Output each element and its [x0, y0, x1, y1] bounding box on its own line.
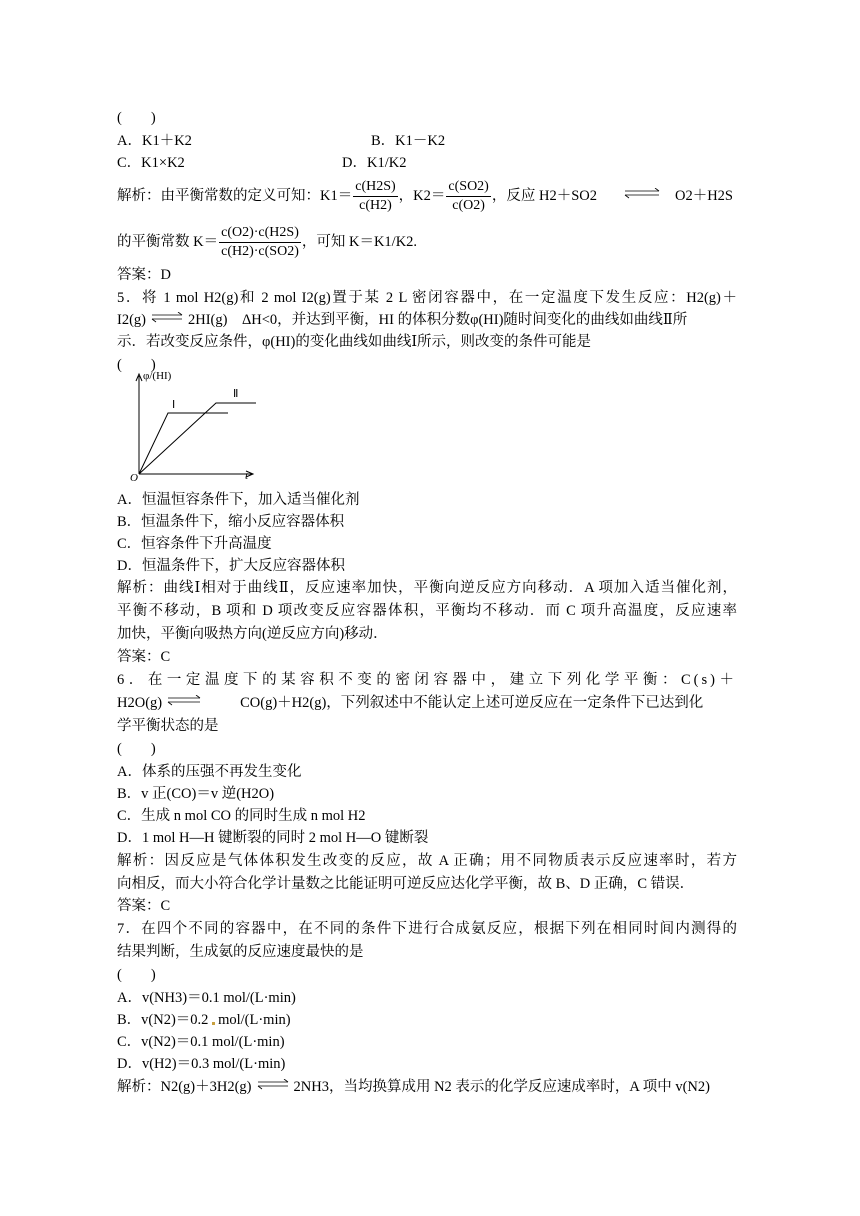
- equilibrium-arrow-icon: [256, 1079, 290, 1093]
- q4-option-c: C．K1×K2: [117, 155, 185, 171]
- curve-1-label: Ⅰ: [172, 399, 176, 411]
- analysis-text: 解析：N2(g)＋3H2(g): [117, 1079, 252, 1095]
- q6-option-c: C．生成 n mol CO 的同时生成 n mol H2: [117, 808, 366, 824]
- equilibrium-arrow-icon: [601, 188, 671, 202]
- k2-fraction: [446, 178, 490, 215]
- q5-analysis-line3: 加快，平衡向吸热方向(逆反应方向)移动．: [117, 626, 388, 642]
- equilibrium-arrow-icon: [166, 695, 236, 709]
- stem-text: H2O(g): [117, 695, 163, 711]
- q7-stem-line1: 7．在四个不同的容器中，在不同的条件下进行合成氨反应，根据下列在相同时间内测得的: [117, 921, 737, 937]
- q5-analysis-line1: 解析：曲线Ⅰ相对于曲线Ⅱ，反应速率加快，平衡向逆反应方向移动．A 项加入适当催化剂，: [117, 580, 737, 596]
- curve-2: [139, 403, 256, 474]
- q5-stem-line1: 5．将 1 mol H2(g)和 2 mol I2(g)置于某 2 L 密闭容器中，在一定温度下发生反应：H2(g)＋: [117, 290, 737, 306]
- analysis-text: ，可知 K＝K1/K2.: [301, 234, 418, 250]
- equilibrium-arrow-icon: [150, 312, 184, 326]
- analysis-text: 的平衡常数 K＝: [117, 234, 219, 250]
- q5-paren: ( ): [117, 357, 156, 373]
- analysis-text: ，K2＝: [398, 188, 446, 204]
- k2-denominator: c(O2): [452, 198, 485, 214]
- q6-paren: ( ): [117, 741, 156, 757]
- stem-text: CO(g)＋H2(g)，下列叙述中不能认定上述可逆反应在一定条件下已达到化: [240, 695, 704, 711]
- stem-text: 2HI(g) ΔH<0，并达到平衡，HI 的体积分数φ(HI)随时间变化的曲线如曲线Ⅱ所: [188, 312, 688, 328]
- k1-denominator: c(H2): [359, 198, 392, 214]
- q6-analysis-line1: 解析：因反应是气体体积发生改变的反应，故 A 正确；用不同物质表示反应速率时，若方: [117, 853, 737, 869]
- x-axis-label: t: [245, 470, 249, 482]
- stem-text: I2(g): [117, 312, 146, 328]
- q7-stem-line2: 结果判断，生成氨的反应速度最快的是: [117, 944, 364, 960]
- curve-1: [139, 413, 228, 474]
- analysis-text: O2＋H2S: [674, 188, 733, 204]
- k-numerator: c(O2)·c(H2S): [219, 224, 301, 243]
- q4-answer: 答案：D: [117, 267, 171, 283]
- q4-paren: ( ): [117, 110, 156, 126]
- analysis-text: ，反应 H2＋SO2: [491, 188, 597, 204]
- q4-option-d: D．K1/K2: [342, 155, 407, 171]
- q5-analysis-line2: 平衡不移动，B 项和 D 项改变反应容器体积，平衡均不移动．而 C 项升高温度，反应速率: [117, 603, 737, 619]
- q6-option-a: A．体系的压强不再发生变化: [117, 764, 302, 780]
- graph-plot: [128, 370, 258, 482]
- speck-mark: [212, 1022, 215, 1025]
- y-axis-label: φ/(HI): [143, 370, 172, 382]
- q5-answer: 答案：C: [117, 649, 171, 665]
- q6-analysis-line2: 向相反，而大小符合化学计量数之比能证明可逆反应达化学平衡，故 B、D 正确，C 错误．: [117, 876, 695, 892]
- k1-fraction: [353, 178, 397, 215]
- q5-stem-line2: [117, 310, 737, 330]
- k1-numerator: c(H2S): [353, 178, 397, 197]
- k-fraction: [219, 224, 301, 261]
- q5-stem-line3: 示．若改变反应条件，φ(HI)的变化曲线如曲线Ⅰ所示，则改变的条件可能是: [117, 334, 592, 350]
- q7-option-b: [117, 1010, 737, 1030]
- k2-numerator: c(SO2): [446, 178, 490, 197]
- q7-option-a: A．v(NH3)＝0.1 mol/(L·min): [117, 990, 296, 1006]
- q4-option-a: A．K1＋K2: [117, 133, 192, 149]
- k-denominator: c(H2)·c(SO2): [221, 244, 299, 260]
- option-text: B．v(N2)＝0.2: [117, 1012, 213, 1028]
- q5-option-c: C．恒容条件下升高温度: [117, 536, 272, 552]
- q4-analysis-line1: [117, 176, 737, 216]
- q6-stem-line2: [117, 693, 737, 713]
- q5-option-d: D．恒温条件下，扩大反应容器体积: [117, 558, 345, 574]
- option-text: mol/(L·min): [218, 1012, 291, 1028]
- analysis-text: 解析：由平衡常数的定义可知：K1＝: [117, 188, 353, 204]
- q4-analysis-line2: [117, 222, 737, 262]
- q6-answer: 答案：C: [117, 898, 171, 914]
- q6-option-d: D．1 mol H—H 键断裂的同时 2 mol H—O 键断裂: [117, 830, 429, 846]
- q7-paren: ( ): [117, 967, 156, 983]
- q5-option-a: A．恒温恒容条件下，加入适当催化剂: [117, 492, 360, 508]
- origin-label: O: [130, 472, 138, 484]
- q7-option-d: D．v(H2)＝0.3 mol/(L·min): [117, 1056, 286, 1072]
- q6-stem-line3: 学平衡状态的是: [117, 718, 219, 734]
- q4-option-b: B．K1－K2: [371, 133, 446, 149]
- curve-2-label: Ⅱ: [233, 388, 239, 400]
- q6-stem-line1: 6．在一定温度下的某容积不变的密闭容器中，建立下列化学平衡：C(s)＋: [117, 672, 737, 688]
- q7-analysis-line1: [117, 1077, 737, 1097]
- hi-fraction-graph: [128, 370, 258, 482]
- analysis-text: 2NH3，当均换算成用 N2 表示的化学反应速成率时，A 项中 v(N2): [293, 1079, 710, 1095]
- q6-option-b: B．v 正(CO)＝v 逆(H2O): [117, 786, 275, 802]
- q5-option-b: B．恒温条件下，缩小反应容器体积: [117, 514, 345, 530]
- q7-option-c: C．v(N2)＝0.1 mol/(L·min): [117, 1034, 285, 1050]
